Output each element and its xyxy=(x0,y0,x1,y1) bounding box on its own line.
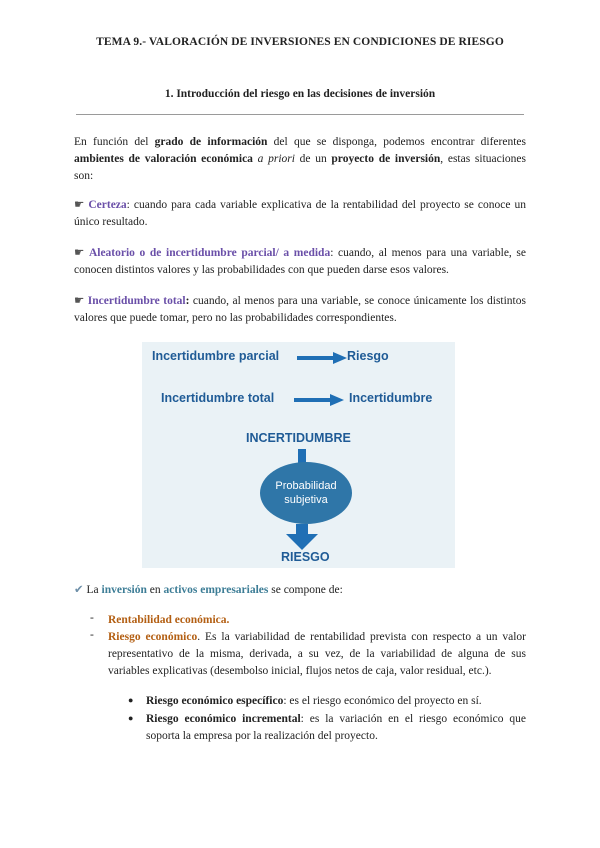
situation-text: cuando, al menos para una variable, se conoce únicamente los distintos valores que puede tomar, pero no las probabilidades correspondientes. xyxy=(74,295,526,324)
arrow-down-icon xyxy=(286,524,318,550)
pointing-hand-icon: ☛ xyxy=(74,295,85,307)
bullet-icon: ● xyxy=(128,713,134,723)
situation-sep: : xyxy=(330,247,334,259)
pointing-hand-icon: ☛ xyxy=(74,247,85,259)
intro-bold-3: proyecto de inversión xyxy=(331,153,441,165)
situation-label: Aleatorio o de incertidumbre parcial/ a medida xyxy=(88,247,331,259)
checkmark-icon: ✔ xyxy=(74,584,84,596)
diagram-row1-left: Incertidumbre parcial xyxy=(152,349,280,363)
diagram-bottom-label: RIESGO xyxy=(281,550,330,564)
list-dash: - xyxy=(90,629,94,641)
uncertainty-diagram xyxy=(142,342,455,568)
situation-text: cuando para cada variable explicativa de la rentabilidad del proyecto se conoce un único resultado. xyxy=(74,199,526,228)
list-dash: - xyxy=(90,612,94,624)
intro-text: de un xyxy=(294,153,332,165)
intro-bold-1: grado de información xyxy=(154,136,268,148)
circle-line-2: subjetiva xyxy=(284,494,328,506)
bullet-text: : es la variación en el riesgo económico que soporta la empresa por la realización del proyecto. xyxy=(146,713,526,742)
diagram-top-label: INCERTIDUMBRE xyxy=(246,431,351,445)
section-divider xyxy=(76,114,524,115)
situation-label: Incertidumbre total xyxy=(87,295,186,307)
intro-text: En función del xyxy=(74,136,155,148)
intro-paragraph xyxy=(74,134,526,185)
list-item-label: Riesgo económico xyxy=(108,631,198,643)
situation-incertidumbre-total xyxy=(74,293,526,327)
list-item-label: Rentabilidad económica. xyxy=(108,614,230,626)
document-title: TEMA 9.- VALORACIÓN DE INVERSIONES EN CONDICIONES DE RIESGO xyxy=(96,36,504,48)
pointing-hand-icon: ☛ xyxy=(74,199,85,211)
arrow-right-icon xyxy=(294,394,344,406)
intro-text: , estas situaciones son: xyxy=(74,153,527,182)
diagram-row1-right: Riesgo xyxy=(347,349,389,363)
circle-line-1: Probabilidad xyxy=(275,480,337,492)
intro-bold-2: ambientes de valoración económica xyxy=(74,153,253,165)
subjective-probability-circle xyxy=(260,462,352,524)
diagram-row2-right: Incertidumbre xyxy=(349,391,433,405)
arrow-right-icon xyxy=(297,352,347,364)
diagram-row2-left: Incertidumbre total xyxy=(161,391,275,405)
bullet-item xyxy=(146,693,526,710)
situation-sep: : xyxy=(126,199,130,211)
situation-label: Certeza xyxy=(88,199,127,211)
bullet-label: Riesgo económico incremental xyxy=(146,713,301,725)
bullet-icon: ● xyxy=(128,695,134,705)
list-item xyxy=(108,629,526,680)
situation-certeza xyxy=(74,197,526,231)
situation-text: cuando, al menos para una variable, se conocen distintos valores y las probabilidades con que pueden darse esos valores. xyxy=(74,247,526,276)
bullet-item xyxy=(146,711,526,745)
bullet-text: : es el riesgo económico del proyecto en sí. xyxy=(283,695,482,707)
section-heading: 1. Introducción del riesgo en las decisiones de inversión xyxy=(164,88,436,100)
situation-aleatorio xyxy=(74,245,526,279)
composition-text: La xyxy=(83,584,102,596)
composition-highlight: activos empresariales xyxy=(163,584,269,596)
intro-italic: a priori xyxy=(257,153,295,165)
composition-text: se compone de: xyxy=(268,584,343,596)
composition-text: en xyxy=(146,584,164,596)
bullet-label: Riesgo económico específico xyxy=(146,695,284,707)
intro-text: del que se disponga, podemos encontrar diferentes xyxy=(267,136,526,148)
composition-line xyxy=(74,582,526,599)
situation-sep: : xyxy=(185,295,190,307)
composition-highlight: inversión xyxy=(101,584,147,596)
list-item-text: . Es la variabilidad de rentabilidad prevista con respecto a un valor representativo de la misma, derivada, a su vez, de la variabilidad de alguna de sus variables explicativas (desembolso inicial, flujos netos de caja, valor residual, etc.). xyxy=(108,631,526,677)
list-item xyxy=(108,612,526,629)
